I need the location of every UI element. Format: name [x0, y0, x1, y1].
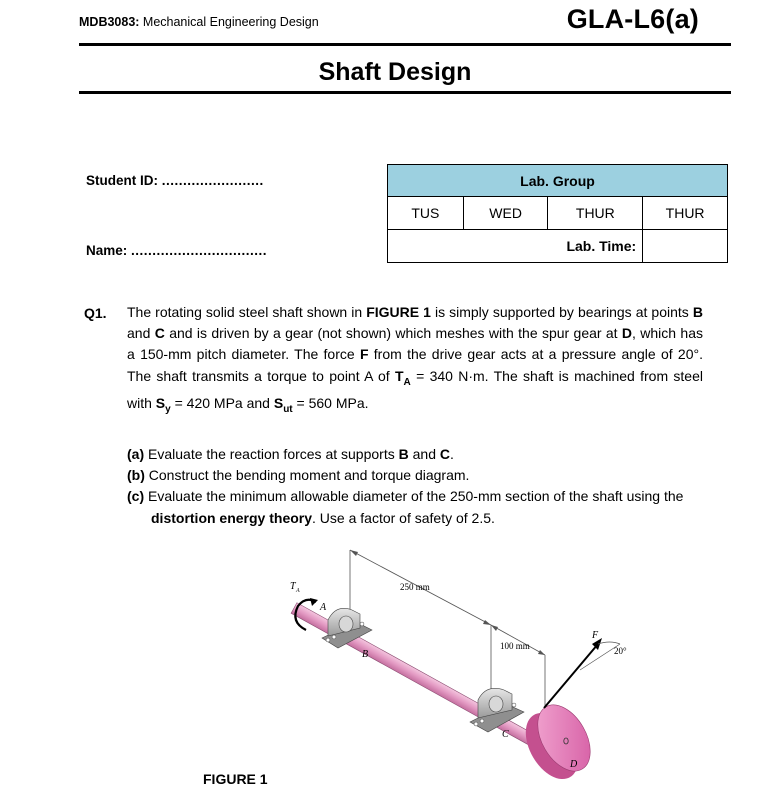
part-b: (b) Construct the bending moment and torque diagram. — [127, 467, 470, 484]
part-a: (a) Evaluate the reaction forces at supports B and C. — [127, 446, 454, 462]
label-d: D — [570, 759, 578, 770]
force-arrow-f — [544, 638, 620, 708]
page-title: Shaft Design — [318, 58, 472, 86]
course-title: MDB3083: Mechanical Engineering Design — [79, 15, 319, 29]
pressure-angle-label: 20° — [614, 646, 627, 656]
question-text: The rotating solid steel shaft shown in FIGURE 1 is simply supported by bearings at points B and C and is driven by a gear (not shown) which meshes with the spur gear at D, which has a 150-mm pitch diameter. The force F from the drive gear acts at a pressure angle of 20°. The shaft transmits a torque to point A of $T_A = 340$ N·m. The shaft is machined from steel with $S_y = 420$ MPa and $S_{ut} = 560$ MPa. — [127, 304, 703, 415]
dimension-100: 100 mm — [500, 641, 530, 651]
title-divider — [79, 91, 731, 94]
label-ta-sub: A — [296, 588, 300, 594]
question-number: Q1. — [84, 305, 107, 321]
torque-arrowhead — [310, 598, 318, 606]
lab-time-label-left — [388, 230, 548, 263]
day-cell[interactable]: THUR — [643, 197, 728, 230]
student-id-field[interactable]: Student ID: ........................ — [86, 173, 264, 188]
lab-group-header: Lab. Group — [388, 165, 728, 197]
question-parts — [127, 444, 707, 529]
spur-gear-d — [515, 696, 601, 780]
figure-caption: FIGURE 1 — [203, 771, 268, 787]
label-b: B — [362, 649, 369, 660]
lab-time-input[interactable] — [643, 230, 728, 263]
lab-time-label: Lab. Time: — [548, 230, 643, 263]
label-c: C — [502, 729, 509, 740]
label-f: F — [592, 630, 599, 641]
part-c: (c) Evaluate the minimum allowable diameter of the 250-mm section of the shaft using the distortion energy theory. Use a factor of safety of 2.5. — [127, 488, 684, 526]
label-ta: T — [290, 581, 296, 592]
dimension-250: 250 mm — [400, 582, 430, 592]
name-field[interactable]: Name: ................................ — [86, 243, 268, 258]
lab-code: GLA-L6(a) — [566, 4, 699, 34]
day-cell[interactable]: TUS — [388, 197, 464, 230]
name-dots: ................................ — [131, 243, 268, 258]
day-cell[interactable]: WED — [463, 197, 548, 230]
header-divider — [79, 43, 731, 46]
day-cell[interactable]: THUR — [548, 197, 643, 230]
lab-group-table — [387, 164, 728, 263]
label-a: A — [320, 602, 327, 613]
shaft-figure — [280, 540, 652, 780]
student-id-dots: ........................ — [161, 173, 264, 188]
